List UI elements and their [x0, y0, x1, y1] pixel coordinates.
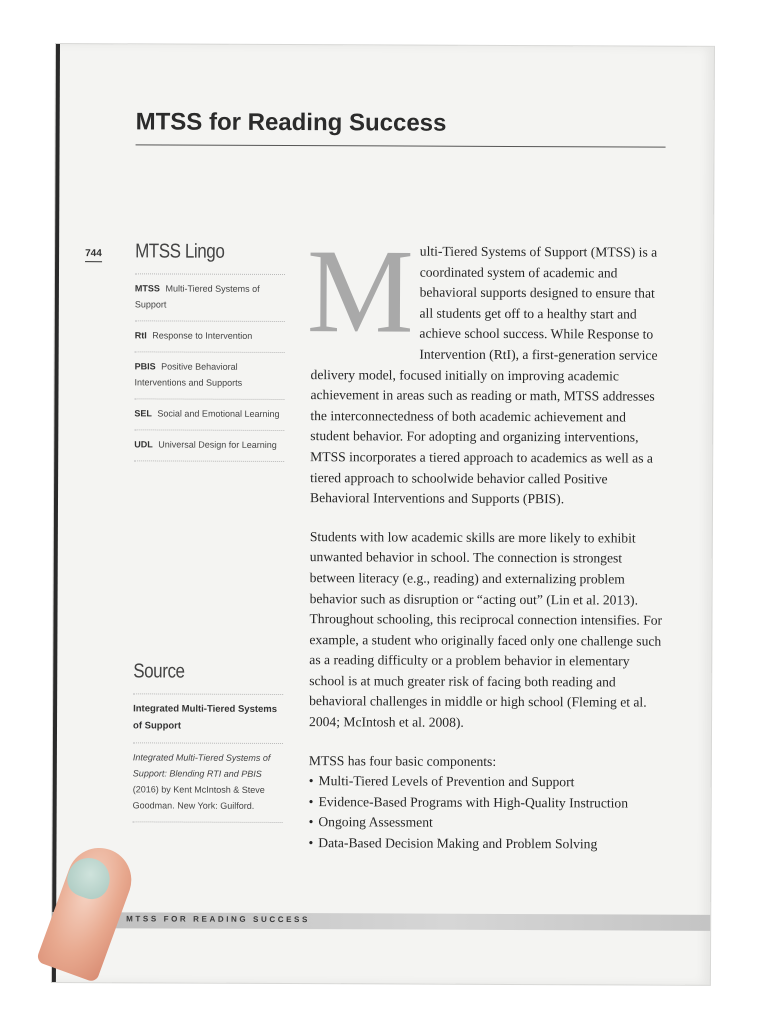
lingo-entry	[135, 273, 285, 321]
intro-paragraph	[306, 224, 665, 510]
lingo-entry	[134, 398, 284, 430]
lingo-abbr: RtI	[134, 330, 147, 341]
lingo-abbr: PBIS	[134, 361, 156, 372]
source-heading: Source	[133, 660, 185, 683]
book-page	[52, 44, 714, 985]
behavior-paragraph: Students with low academic skills are more likely to exhibit unwanted behavior in school. The connection is strongest between literacy (e.g., reading) and externalizing problem behavior such as disruption or “acting out” (Lin et al. 2013). Throughout schooling, this reciprocal connection intensifies. For example, a student who originally faced only one challenge such as a reading difficulty or a problem behavior in elementary school is at much greater risk of facing both reading and behavioral challenges in middle or high school (Fleming et al. 2004; McIntosh et al. 2008).	[309, 528, 663, 730]
lingo-abbr: SEL	[134, 408, 152, 419]
lingo-definition: Universal Design for Learning	[158, 439, 277, 450]
lingo-entry	[135, 320, 285, 352]
lingo-definition: Multi-Tiered Systems of Support	[134, 283, 260, 310]
citation-details: (2016) by Kent McIntosh & Steve Goodman. New York: Guilford.	[132, 784, 265, 811]
source-title-entry	[133, 693, 283, 743]
page-number: 744	[85, 248, 102, 262]
list-item: • Data-Based Decision Making and Problem Solving	[308, 833, 662, 855]
citation-title: Integrated Multi-Tiered Systems of Support: Blending RTI and PBIS	[132, 752, 271, 779]
lingo-entry	[134, 351, 284, 399]
intro-text: ulti-Tiered Systems of Support (MTSS) is a coordinated system of academic and behavioral supports designed to ensure that all students get off to a healthy start and achieve school success. While Response to Intervention (RtI), a first-generation service delivery model, focused initially on improving academic achievement in areas such as reading or math, MTSS addresses the interconnectedness of both academic achievement and student behavior. For adopting and organizing interventions, MTSS incorporates a tiered approach to academics as well as a tiered approach to schoolwide behavior called Positive Behavioral Interventions and Supports (PBIS).	[309, 243, 658, 507]
running-footer: MTSS FOR READING SUCCESS	[126, 914, 310, 925]
lingo-heading: MTSS Lingo	[135, 240, 225, 263]
article-body	[306, 224, 665, 855]
lingo-sidebar	[134, 240, 285, 462]
book-spine	[52, 44, 60, 982]
list-item: • Evidence-Based Programs with High-Quality Instruction	[309, 792, 663, 814]
list-item: • Ongoing Assessment	[309, 813, 663, 835]
title-divider	[136, 144, 666, 147]
components-intro: MTSS has four basic components:	[308, 752, 497, 769]
source-citation	[133, 742, 283, 823]
lingo-abbr: MTSS	[134, 283, 160, 294]
lingo-entry	[134, 429, 284, 462]
source-title: Integrated Multi-Tiered Systems of Support	[133, 703, 278, 732]
lingo-definition: Social and Emotional Learning	[157, 408, 280, 419]
lingo-definition: Response to Intervention	[152, 330, 253, 341]
drop-cap: M	[306, 224, 414, 358]
components-list	[308, 771, 662, 855]
lingo-abbr: UDL	[134, 439, 153, 450]
list-item: • Multi-Tiered Levels of Prevention and Support	[309, 771, 663, 793]
lingo-definition: Positive Behavioral Interventions and Supports	[134, 361, 243, 388]
source-sidebar	[133, 660, 284, 823]
page-title: MTSS for Reading Success	[135, 108, 447, 137]
